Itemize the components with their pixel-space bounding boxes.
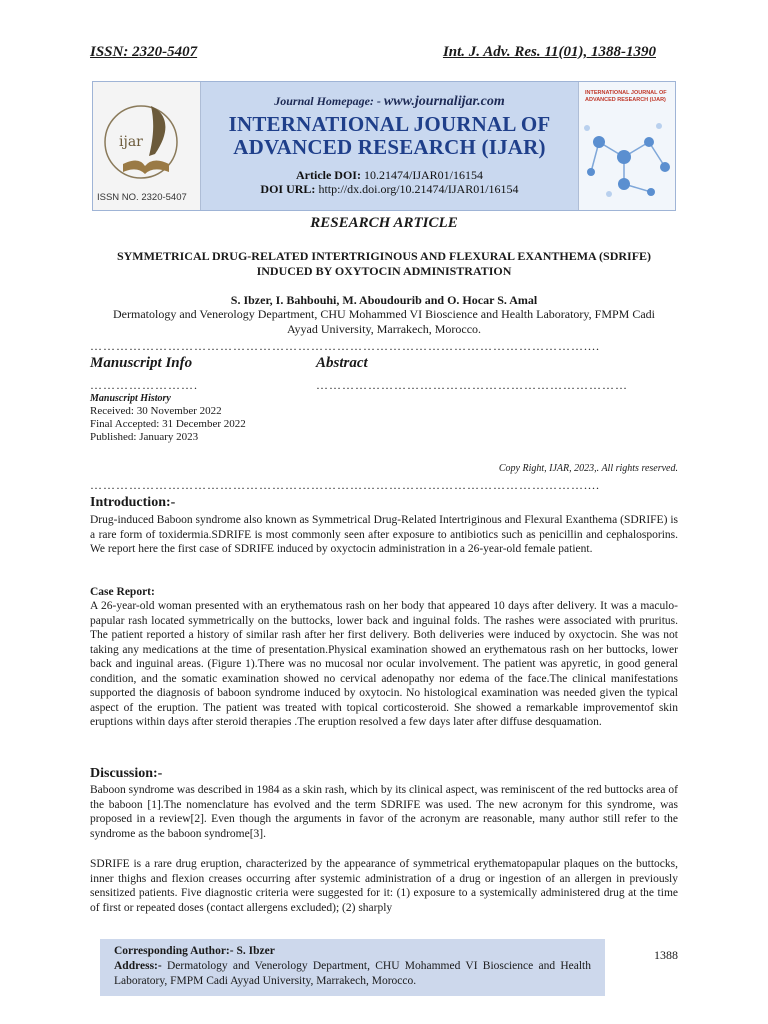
manuscript-history: Manuscript History Received: 30 November 2022 Final Accepted: 31 December 2022 Published: January 2023 xyxy=(90,393,246,443)
article-doi: Article DOI: 10.21474/IJAR01/16154 xyxy=(296,168,483,182)
page-number: 1388 xyxy=(654,948,678,962)
separator-dots-top: …………………………………………………………………………………………………….... xyxy=(90,340,600,352)
logo-issn: ISSN NO. 2320-5407 xyxy=(97,192,187,203)
running-header-issn: ISSN: 2320-5407 xyxy=(90,44,198,60)
author-affiliation: Dermatology and Venerology Department, CHU Mohammed VI Bioscience and Health Laboratory, FMPM Cadi Ayyad University, Marrakech, Morocco. xyxy=(113,307,655,336)
banner-center xyxy=(200,82,579,210)
introduction-heading: Introduction:- xyxy=(90,495,176,510)
molecule-icon xyxy=(579,112,675,208)
corresponding-address: Address:- Dermatology and Venerology Department, CHU Mohammed VI Bioscience and Health Laboratory, FMPM Cadi Ayyad University, Marrakech, Morocco. xyxy=(114,960,591,987)
journal-cover-thumbnail xyxy=(578,82,675,210)
article-type: RESEARCH ARTICLE xyxy=(310,215,458,231)
separator-dots-bottom: …………………………………………………………………………………………………….... xyxy=(90,479,600,491)
discussion-heading: Discussion:- xyxy=(90,766,163,781)
journal-logo xyxy=(93,82,201,210)
case-report-heading: Case Report: xyxy=(90,586,155,598)
corresponding-author: Corresponding Author:- S. Ibzer xyxy=(114,945,275,957)
journal-title-line1: INTERNATIONAL JOURNAL OF xyxy=(228,112,551,136)
abstract-dots: ……………………………………………………………… xyxy=(316,378,628,392)
introduction-text: Drug-induced Baboon syndrome also known as Symmetrical Drug-Related Intertriginous and Flexural Exanthema (SDRIFE) is a rare form of toxidermia.SDRIFE is most commonly seen after exposure to antibiotics such as penicillin and cephalosporins. We report here the first case of SDRIFE induced by oxyctocin administration in a 26-year-old female patient. xyxy=(90,514,678,555)
running-header-citation: Int. J. Adv. Res. 11(01), 1388-1390 xyxy=(442,44,656,60)
journal-banner xyxy=(92,81,676,211)
author-list: S. Ibzer, I. Bahbouhi, M. Aboudourib and O. Hocar S. Amal xyxy=(230,293,538,307)
copyright-notice: Copy Right, IJAR, 2023,. All rights reserved. xyxy=(498,463,678,474)
discussion-paragraph-2: SDRIFE is a rare drug eruption, characterized by the appearance of symmetrical erythematopapular plaques on the buttocks, inner thighs and flexion creases occurring after systemic administration of a drug or ingestion of an allergen in previously sensitized patients. Five diagnostic criteria were suggested for it: (1) exposure to a systemically administered drug at the time of first or repeated doses (contact allergens excluded); (2) sharply xyxy=(90,858,678,914)
discussion-paragraph-1: Baboon syndrome was described in 1984 as a skin rash, which by its clinical aspect, was reminiscent of the red buttocks area of the baboon [1].The nomenclature has evolved and the term SDRIFE was used. The new acronym for this syndrome, was proposed in a review[2]. Even though the arguments in favor of the acronym are reasonable, many author still refer to the syndrome as the baboon syndrome[3]. xyxy=(90,784,678,840)
manuscript-info-heading: Manuscript Info xyxy=(90,355,193,371)
cover-title: INTERNATIONAL JOURNAL OF ADVANCED RESEARCH (IJAR) xyxy=(585,90,667,103)
homepage-link[interactable]: www.journalijar.com xyxy=(383,94,505,109)
journal-homepage: Journal Homepage: - www.journalijar.com xyxy=(274,94,505,109)
article-title: SYMMETRICAL DRUG-RELATED INTERTRIGINOUS AND FLEXURAL EXANTHEMA (SDRIFE) INDUCED BY OXYTOCIN ADMINISTRATION xyxy=(116,249,652,278)
journal-title-line2: ADVANCED RESEARCH (IJAR) xyxy=(233,135,546,159)
doi-url-link[interactable]: http://dx.doi.org/10.21474/IJAR01/16154 xyxy=(318,182,519,196)
corresponding-author-box xyxy=(100,939,605,996)
manuscript-dots: ……………………. xyxy=(90,378,198,392)
abstract-heading: Abstract xyxy=(316,355,368,371)
quill-book-icon xyxy=(93,82,200,210)
logo-text: ijar xyxy=(119,134,143,150)
case-report-text: A 26-year-old woman presented with an erythematous rash on her body that appeared 10 days after delivery. It was a maculo-papular rash located symmetrically on the buttocks, lower back and inguinal folds. The rashes were associated with pruritus. The patient reported a history of similar rash after her first delivery. Both deliveries were induced by oxyctocin. She was not taking any medications at the time of presentation.Physical examination showed an erythematous rash on her buttocks, lower back and inguinal areas. (Figure 1).There was no mucosal nor ocular involvement. The patient was apyretic, in good general condition, and the somatic examination showed no cervical adenopathy nor edema of the face.The clinical manifestations supported the diagnosis of baboon syndrome induced by oxytocin. No histological examination was needed given the typical aspect of the eruption. The patient was treated with topical corticosteroid. She showed a remarkable improvementof skin eruptions within days after steroid therapies .The eruption resolved a few days later after diffuse desquamation. xyxy=(90,600,678,728)
doi-url: DOI URL: http://dx.doi.org/10.21474/IJAR01/16154 xyxy=(260,182,519,196)
